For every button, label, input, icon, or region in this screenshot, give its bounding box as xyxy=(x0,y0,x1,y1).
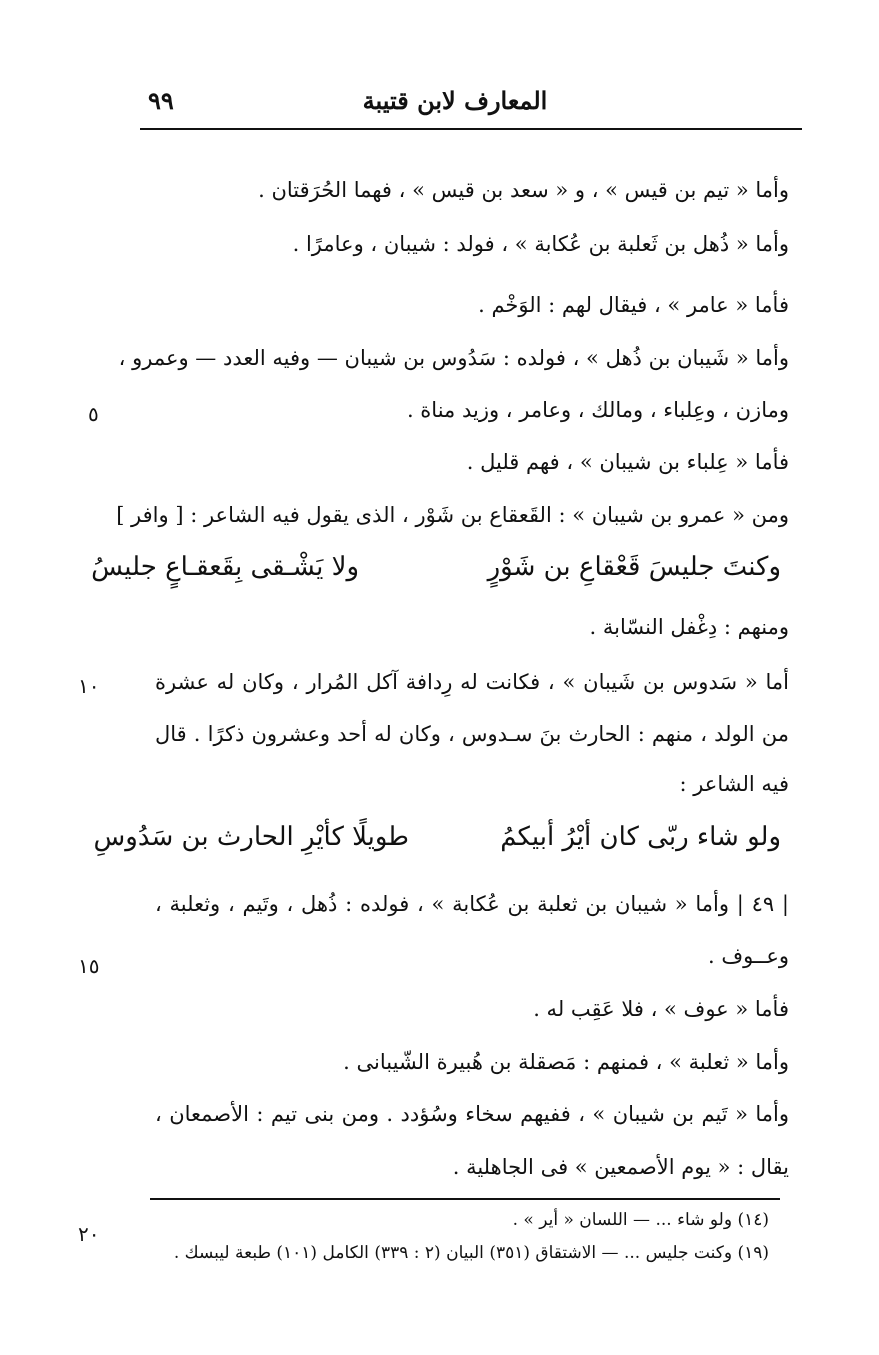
text-line: وأما « ذُهل بن ثَعلبة بن عُكابة » ، فولد : شيبان ، وعامرًا . xyxy=(292,232,789,256)
header-divider xyxy=(140,128,802,130)
text-line: فأما « عامر » ، فيقال لهم : الوَخْم . xyxy=(478,293,789,317)
page-number: ٩٩ xyxy=(148,86,174,115)
text-line: فأما « عوف » ، فلا عَقِب له . xyxy=(533,997,789,1021)
text-line: ومن « عمرو بن شيبان » : القَعقاع بن شَوْر ، الذى يقول فيه الشاعر : [ وافر ] xyxy=(116,503,789,527)
text-line: ومازن ، وعِلباء ، ومالك ، وعامر ، وزيد مناة . xyxy=(406,398,789,422)
running-header-title: المعارف لابن قتيبة xyxy=(362,86,548,115)
footnote: (١٤) ولو شاء ... — اللسان « أير » . xyxy=(512,1210,769,1230)
text-line: | ٤٩ | وأما « شيبان بن ثعلبة بن عُكابة » ، فولده : ذُهل ، وتَيم ، وثعلبة ، xyxy=(155,892,789,916)
margin-line-number: ١٠ xyxy=(78,674,100,698)
verse-1-first-hemistich: وكنتَ جليسَ قَعْقاعِ بن شَوْرٍ xyxy=(487,552,781,582)
text-line: من الولد ، منهم : الحارث بنَ سـدوس ، وكان له أحد وعشرون ذكرًا . قال xyxy=(155,722,789,746)
text-line: وأما « شَيبان بن ذُهل » ، فولده : سَدُوس بن شيبان — وفيه العدد — وعمرو ، xyxy=(118,346,789,370)
margin-line-number: ٢٠ xyxy=(78,1222,100,1246)
verse-2-second-hemistich: طويلًا كأيْرِ الحارث بن سَدُوسِ xyxy=(93,822,409,852)
margin-line-number: ١٥ xyxy=(78,954,100,978)
text-line: وأما « تَيم بن شيبان » ، ففيهم سخاء وسُؤدد . ومن بنى تيم : الأصمعان ، xyxy=(155,1102,789,1126)
text-line: فأما « عِلباء بن شيبان » ، فهم قليل . xyxy=(466,450,789,474)
verse-2-first-hemistich: ولو شاء ربّى كان أيْرُ أبيكمُ xyxy=(500,822,781,852)
verse-1-second-hemistich: ولا يَشْـقى بِقَعقـاعٍ جليسُ xyxy=(91,552,359,582)
text-line: ومنهم : دِغْفل النسّابة . xyxy=(589,615,789,639)
text-line: وأما « ثعلبة » ، فمنهم : مَصقلة بن هُبيرة الشّيبانى . xyxy=(343,1050,789,1074)
text-line: وعــوف . xyxy=(708,944,789,968)
text-line: أما « سَدوس بن شَيبان » ، فكانت له رِدافة آكل المُرار ، وكان له عشرة xyxy=(155,670,789,694)
text-line: يقال : « يوم الأصمعين » فى الجاهلية . xyxy=(452,1155,789,1179)
footnote: (١٩) وكنت جليس ... — الاشتقاق (٣٥١) البيان (٢ : ٣٣٩) الكامل (١٠١) طبعة ليبسك . xyxy=(173,1243,769,1263)
text-line: وأما « تيم بن قيس » ، و « سعد بن قيس » ، فهما الحُرَقتان . xyxy=(258,178,789,202)
text-line: فيه الشاعر : xyxy=(679,772,789,796)
footnote-divider xyxy=(150,1198,780,1200)
margin-line-number: ٥ xyxy=(88,402,99,426)
